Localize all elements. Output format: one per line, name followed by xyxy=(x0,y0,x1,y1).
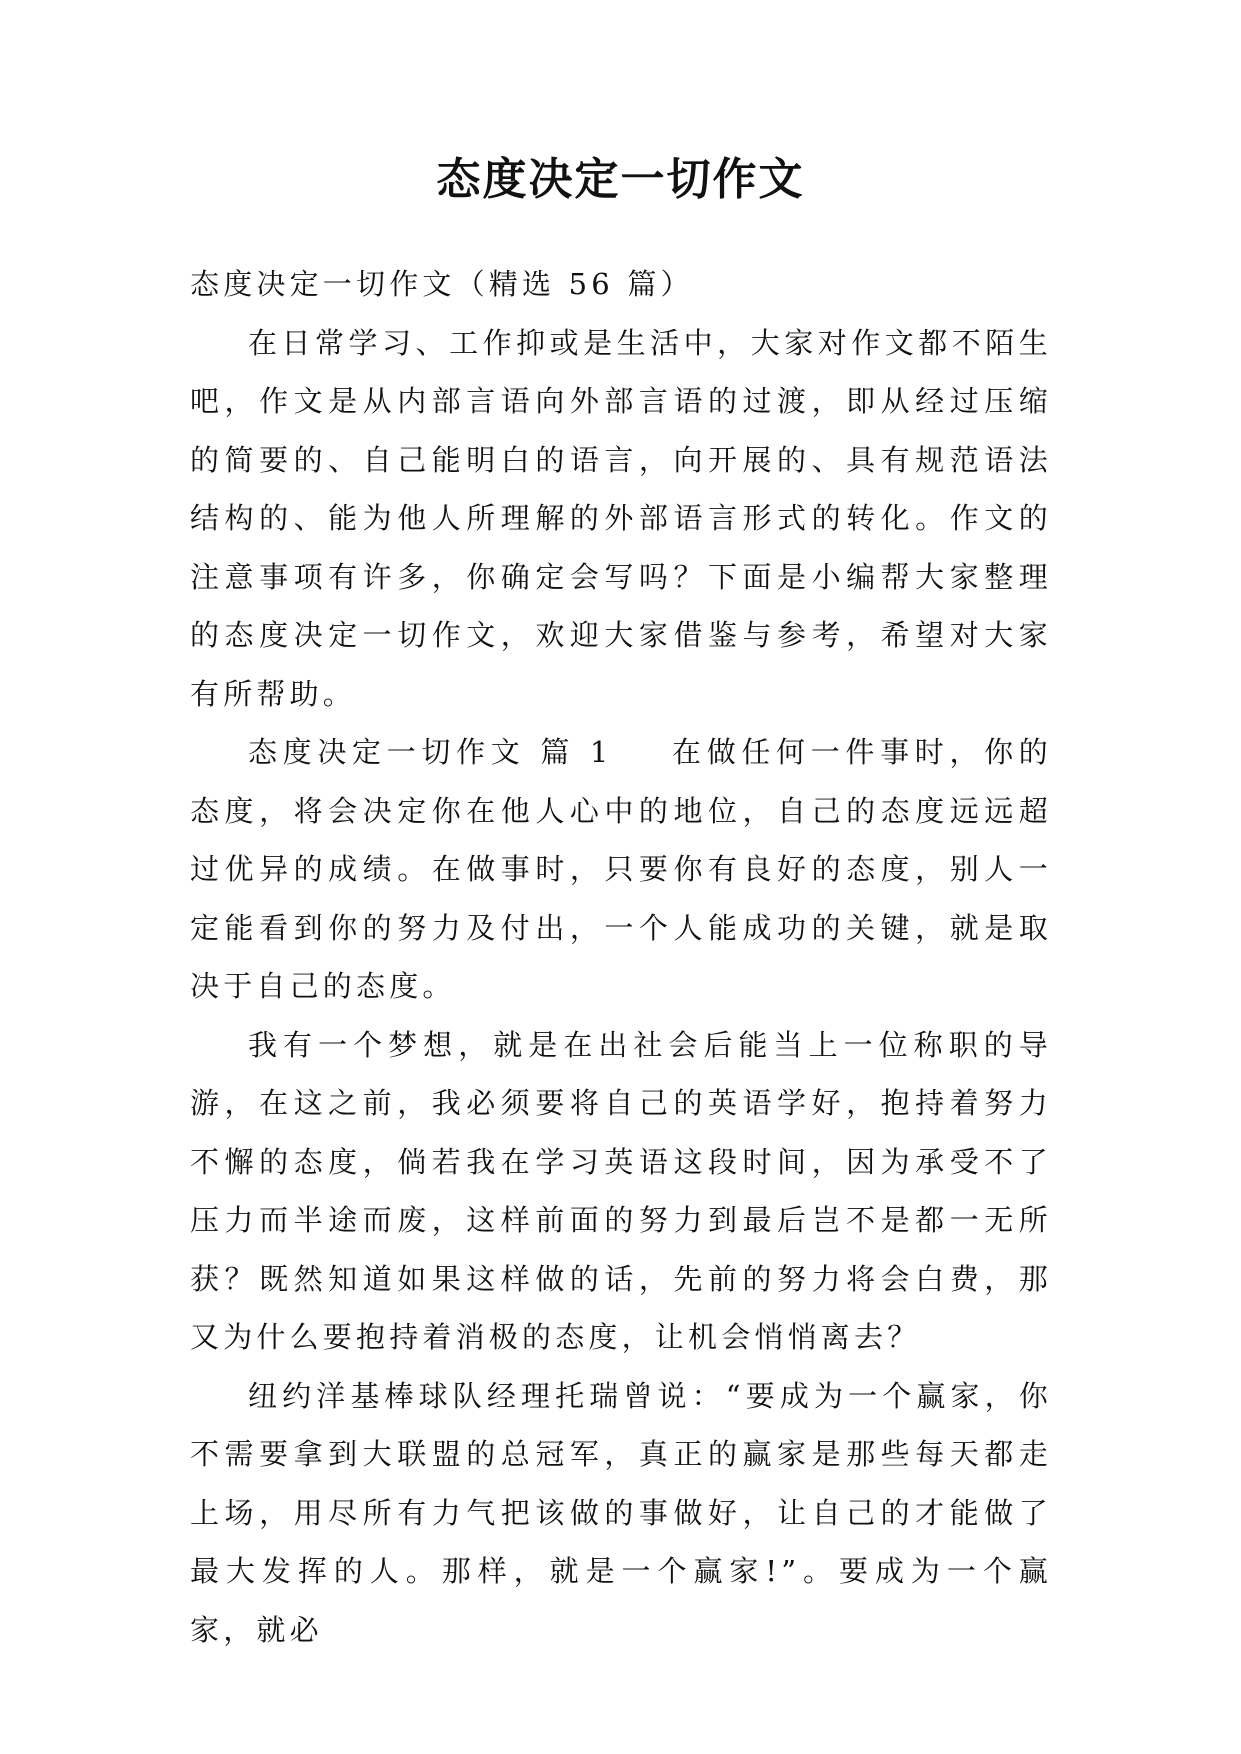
intro-paragraph: 在日常学习、工作抑或是生活中，大家对作文都不陌生吧，作文是从内部言语向外部言语的过渡，即从经过压缩的简要的、自己能明白的语言，向开展的、具有规范语法结构的、能为他人所理解的外部语言形式的转化。作文的注意事项有许多，你确定会写吗？下面是小编帮大家整理的态度决定一切作文，欢迎大家借鉴与参考，希望对大家有所帮助。 xyxy=(190,325,1052,711)
document-title: 态度决定一切作文 xyxy=(436,154,805,205)
document-body xyxy=(190,255,1052,1659)
section-1-text: 在做任何一件事时，你的态度，将会决定你在他人心中的地位，自己的态度远远超过优异的成绩。在做事时，只要你有良好的态度，别人一定能看到你的努力及付出，一个人能成功的关键，就是取决于自己的态度。 xyxy=(190,735,1052,1003)
dream-paragraph: 我有一个梦想，就是在出社会后能当上一位称职的导游，在这之前，我必须要将自己的英语学好，抱持着努力不懈的态度，倘若我在学习英语这段时间，因为承受不了压力而半途而废，这样前面的努力到最后岂不是都一无所获？既然知道如果这样做的话，先前的努力将会白费，那又为什么要抱持着消极的态度，让机会悄悄离去？ xyxy=(190,1027,1052,1354)
quote-paragraph: 纽约洋基棒球队经理托瑞曾说：“要成为一个赢家，你不需要拿到大联盟的总冠军，真正的赢家是那些每天都走上场，用尽所有力气把该做的事做好，让自己的才能做了最大发挥的人。那样，就是一个赢家!”。要成为一个赢家，就必 xyxy=(190,1378,1052,1647)
document-subtitle: 态度决定一切作文（精选 56 篇） xyxy=(190,267,694,301)
section-1-paragraph xyxy=(190,723,1052,1016)
section-heading: 态度决定一切作文 篇 1 xyxy=(248,735,613,769)
